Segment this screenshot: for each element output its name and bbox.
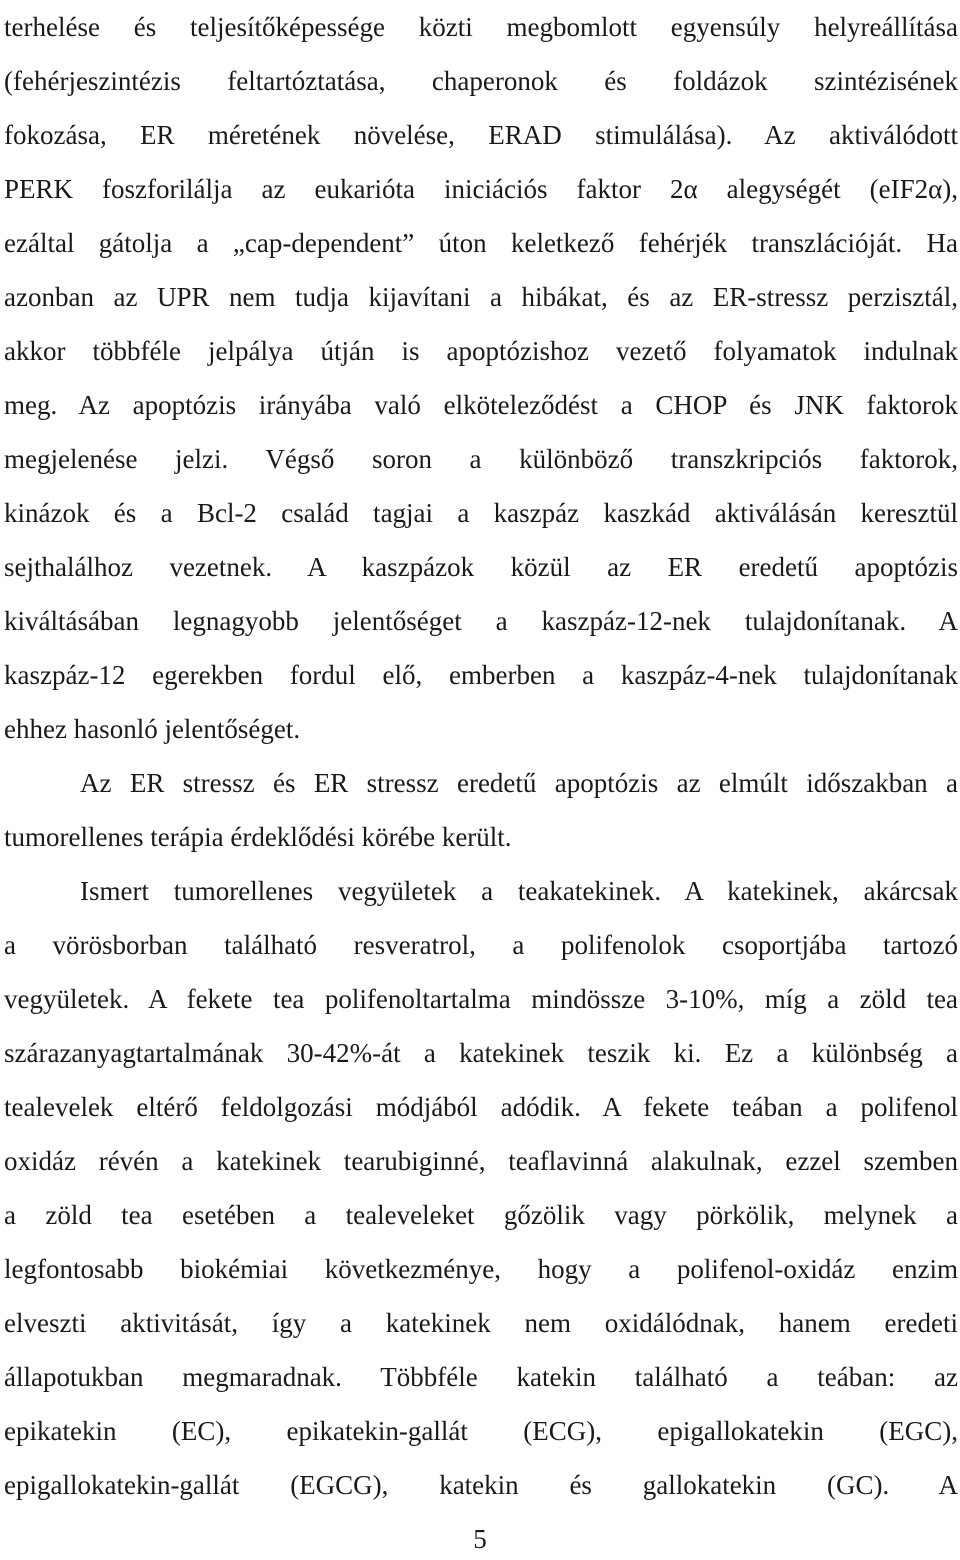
text-line: kinázok és a Bcl-2 család tagjai a kaszpáz kaszkád aktiválásán keresztül xyxy=(4,498,958,528)
text-line: meg. Az apoptózis irányába való elköteleződést a CHOP és JNK faktorok xyxy=(4,390,958,420)
text-line: állapotukban megmaradnak. Többféle katekin található a teában: az xyxy=(4,1362,958,1392)
text-line: kiváltásában legnagyobb jelentőséget a kaszpáz-12-nek tulajdonítanak. A xyxy=(4,606,958,636)
document-page xyxy=(4,0,958,1512)
text-line: tumorellenes terápia érdeklődési körébe került. xyxy=(4,822,512,852)
text-line: szárazanyagtartalmának 30-42%-át a katekinek teszik ki. Ez a különbség a xyxy=(4,1038,958,1068)
text-line: sejthalálhoz vezetnek. A kaszpázok közül az ER eredetű apoptózis xyxy=(4,552,958,582)
paragraph-tea-catechins xyxy=(4,864,958,1512)
text-line: (fehérjeszintézis feltartóztatása, chaperonok és foldázok szintézisének xyxy=(4,66,958,96)
text-line: Ismert tumorellenes vegyületek a teakatekinek. A katekinek, akárcsak xyxy=(80,876,958,906)
text-line: vegyületek. A fekete tea polifenoltartalma mindössze 3-10%, míg a zöld tea xyxy=(4,984,958,1014)
text-line: megjelenése jelzi. Végső soron a különböző transzkripciós faktorok, xyxy=(4,444,958,474)
text-line: elveszti aktivitását, így a katekinek nem oxidálódnak, hanem eredeti xyxy=(4,1308,958,1338)
text-line: ehhez hasonló jelentőséget. xyxy=(4,714,301,744)
page-number: 5 xyxy=(473,1524,487,1554)
text-line: epigallokatekin-gallát (EGCG), katekin és gallokatekin (GC). A xyxy=(4,1470,958,1500)
text-line: akkor többféle jelpálya útján is apoptózishoz vezető folyamatok indulnak xyxy=(4,336,958,366)
text-line: Az ER stressz és ER stressz eredetű apoptózis az elmúlt időszakban a xyxy=(80,768,958,798)
text-line: azonban az UPR nem tudja kijavítani a hibákat, és az ER-stressz perzisztál, xyxy=(4,282,958,312)
text-line: epikatekin (EC), epikatekin-gallát (ECG), epigallokatekin (EGC), xyxy=(4,1416,958,1446)
text-line: a vörösborban található resveratrol, a polifenolok csoportjába tartozó xyxy=(4,930,958,960)
paragraph-er-stress-upr xyxy=(4,0,958,756)
text-line: a zöld tea esetében a tealeveleket gőzölik vagy pörkölik, melynek a xyxy=(4,1200,958,1230)
text-line: terhelése és teljesítőképessége közti megbomlott egyensúly helyreállítása xyxy=(4,12,958,42)
text-line: oxidáz révén a katekinek tearubiginné, teaflavinná alakulnak, ezzel szemben xyxy=(4,1146,958,1176)
text-line: PERK foszforilálja az eukarióta iniciációs faktor 2α alegységét (eIF2α), xyxy=(4,174,958,204)
text-line: fokozása, ER méretének növelése, ERAD stimulálása). Az aktiválódott xyxy=(4,120,958,150)
text-line: kaszpáz-12 egerekben fordul elő, emberben a kaszpáz-4-nek tulajdonítanak xyxy=(4,660,958,690)
text-line: legfontosabb biokémiai következménye, hogy a polifenol-oxidáz enzim xyxy=(4,1254,958,1284)
text-line: ezáltal gátolja a „cap-dependent” úton keletkező fehérjék transzlációját. Ha xyxy=(4,228,958,258)
paragraph-tumor-therapy xyxy=(4,756,958,864)
text-line: tealevelek eltérő feldolgozási módjából adódik. A fekete teában a polifenol xyxy=(4,1092,958,1122)
